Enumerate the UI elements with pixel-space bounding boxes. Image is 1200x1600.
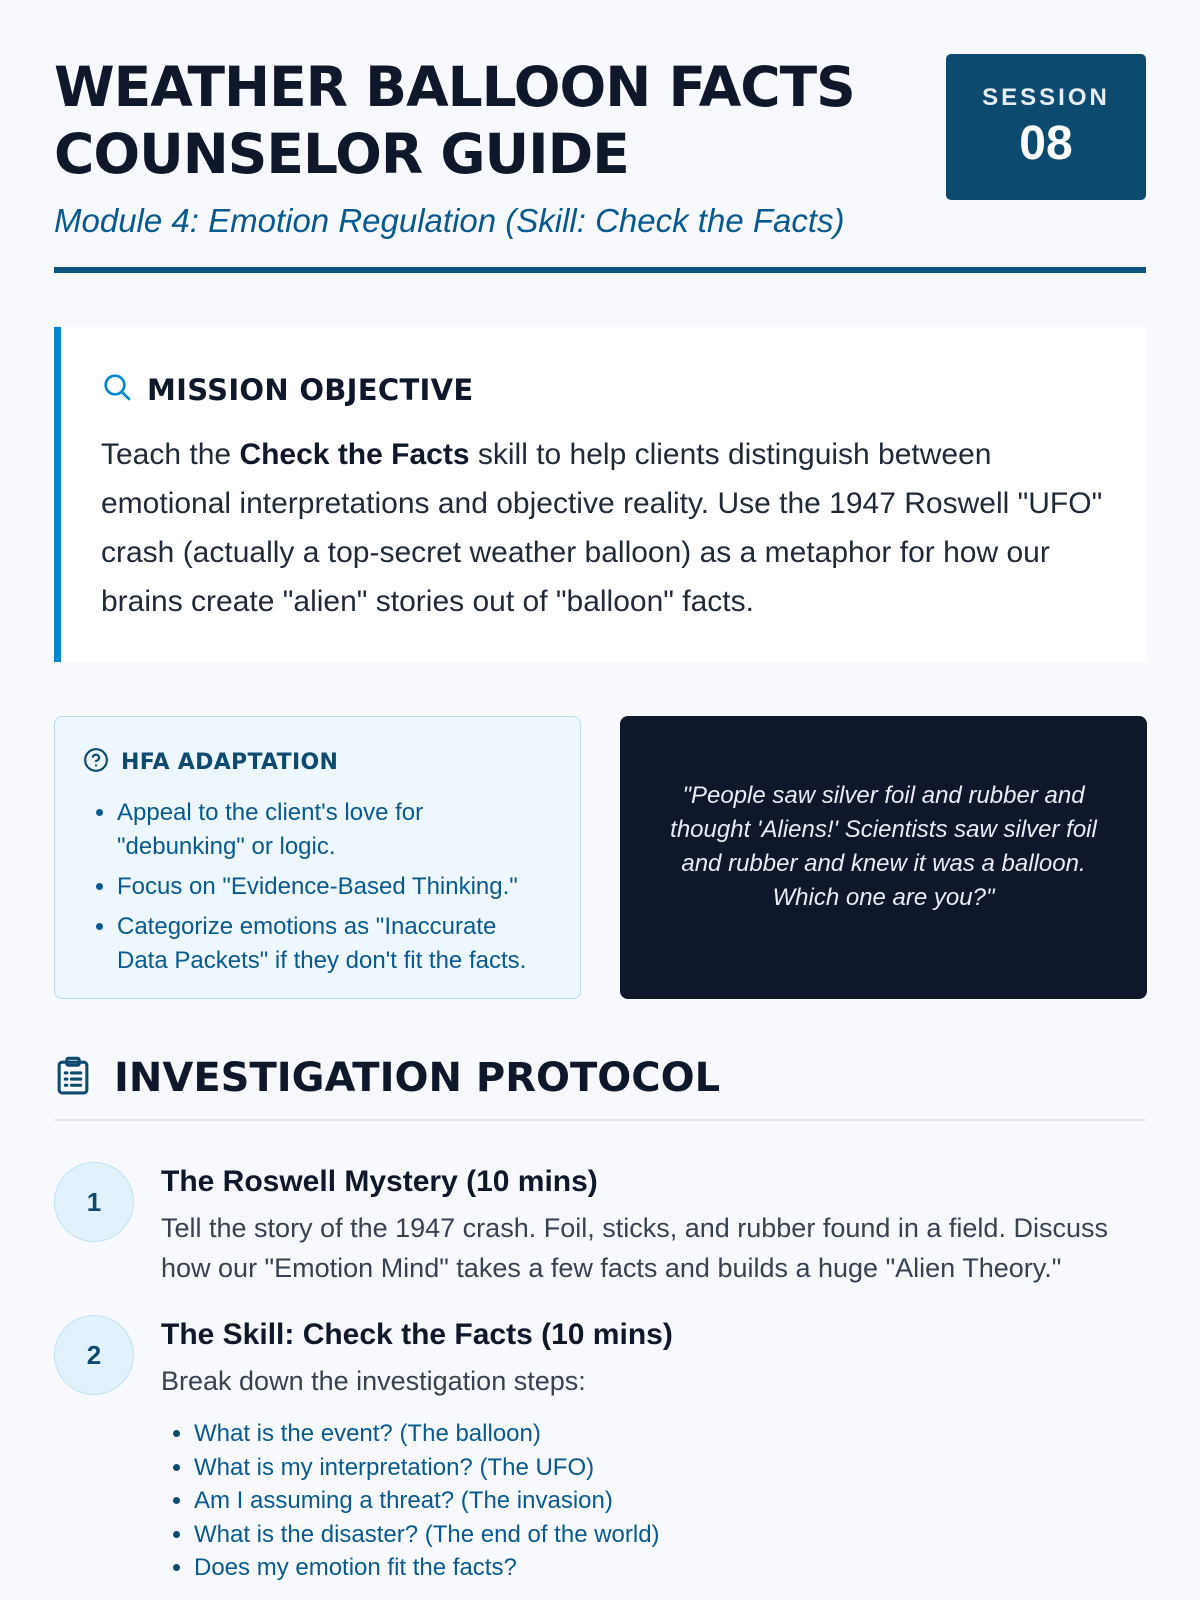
mission-objective-text xyxy=(101,430,1107,626)
investigation-protocol-title: INVESTIGATION PROTOCOL xyxy=(114,1055,721,1101)
step-content xyxy=(161,1162,1146,1288)
header-divider xyxy=(54,267,1146,273)
mission-objective-card xyxy=(54,327,1147,662)
session-number: 08 xyxy=(1019,117,1073,170)
list-item: • What is my interpretation? (The UFO) xyxy=(194,1451,1146,1485)
step-title: The Roswell Mystery (10 mins) xyxy=(161,1165,598,1198)
investigation-steps-list xyxy=(161,1417,1146,1585)
mission-objective-header xyxy=(101,371,1107,408)
step-description: Tell the story of the 1947 crash. Foil, sticks, and rubber found in a field. Discuss how our "Emotion Mind" takes a few facts and builds a huge "Alien Theory." xyxy=(161,1213,1108,1283)
protocol-step-1 xyxy=(54,1162,1146,1288)
investigation-protocol-header xyxy=(54,1055,1146,1101)
hfa-adaptation-card xyxy=(54,716,581,999)
protocol-divider xyxy=(54,1119,1146,1121)
step-content xyxy=(161,1315,1146,1585)
mission-text-skill: Check the Facts xyxy=(239,438,470,471)
title-line-2: COUNSELOR GUIDE xyxy=(54,122,629,186)
clipboard-list-icon xyxy=(54,1056,92,1101)
question-circle-icon xyxy=(83,747,109,778)
session-label: SESSION xyxy=(982,84,1110,111)
quote-text: "People saw silver foil and rubber and thought 'Aliens!' Scientists saw silver foil and rubber and knew it was a balloon. Which one are you?" xyxy=(670,781,1097,911)
page-header xyxy=(54,0,1146,275)
step-number-badge: 1 xyxy=(54,1162,134,1242)
module-subtitle: Module 4: Emotion Regulation (Skill: Check the Facts) xyxy=(54,202,845,239)
hfa-adaptation-header xyxy=(83,747,552,778)
list-item: • Categorize emotions as "Inaccurate Data Packets" if they don't fit the facts. xyxy=(117,910,552,978)
list-item: • Appeal to the client's love for "debunking" or logic. xyxy=(117,796,552,864)
step-title: The Skill: Check the Facts (10 mins) xyxy=(161,1318,673,1351)
title-line-1: WEATHER BALLOON FACTS xyxy=(54,55,855,119)
mission-text-rest: skill to help clients distinguish between emotional interpretations and objective reality. Use the 1947 Roswell "UFO" crash (actually a top-secret weather balloon) as a metaphor for how our brains create "alien" stories out of "balloon" facts. xyxy=(101,438,1103,618)
step-number-badge: 2 xyxy=(54,1315,134,1395)
protocol-step-2 xyxy=(54,1315,1146,1585)
session-badge xyxy=(946,54,1146,200)
quote-card xyxy=(620,716,1147,999)
list-item: • Does my emotion fit the facts? xyxy=(194,1551,1146,1585)
list-item: • What is the disaster? (The end of the world) xyxy=(194,1518,1146,1552)
step-description: Break down the investigation steps: xyxy=(161,1366,586,1396)
list-item: • Focus on "Evidence-Based Thinking." xyxy=(117,870,552,904)
search-icon xyxy=(101,371,133,408)
page-title xyxy=(54,54,934,188)
mission-objective-title: MISSION OBJECTIVE xyxy=(147,372,474,407)
mission-text-start: Teach the xyxy=(101,438,240,471)
hfa-adaptation-title: HFA ADAPTATION xyxy=(121,750,339,775)
list-item: • What is the event? (The balloon) xyxy=(194,1417,1146,1451)
list-item: • Am I assuming a threat? (The invasion) xyxy=(194,1484,1146,1518)
hfa-adaptation-list xyxy=(83,796,552,978)
